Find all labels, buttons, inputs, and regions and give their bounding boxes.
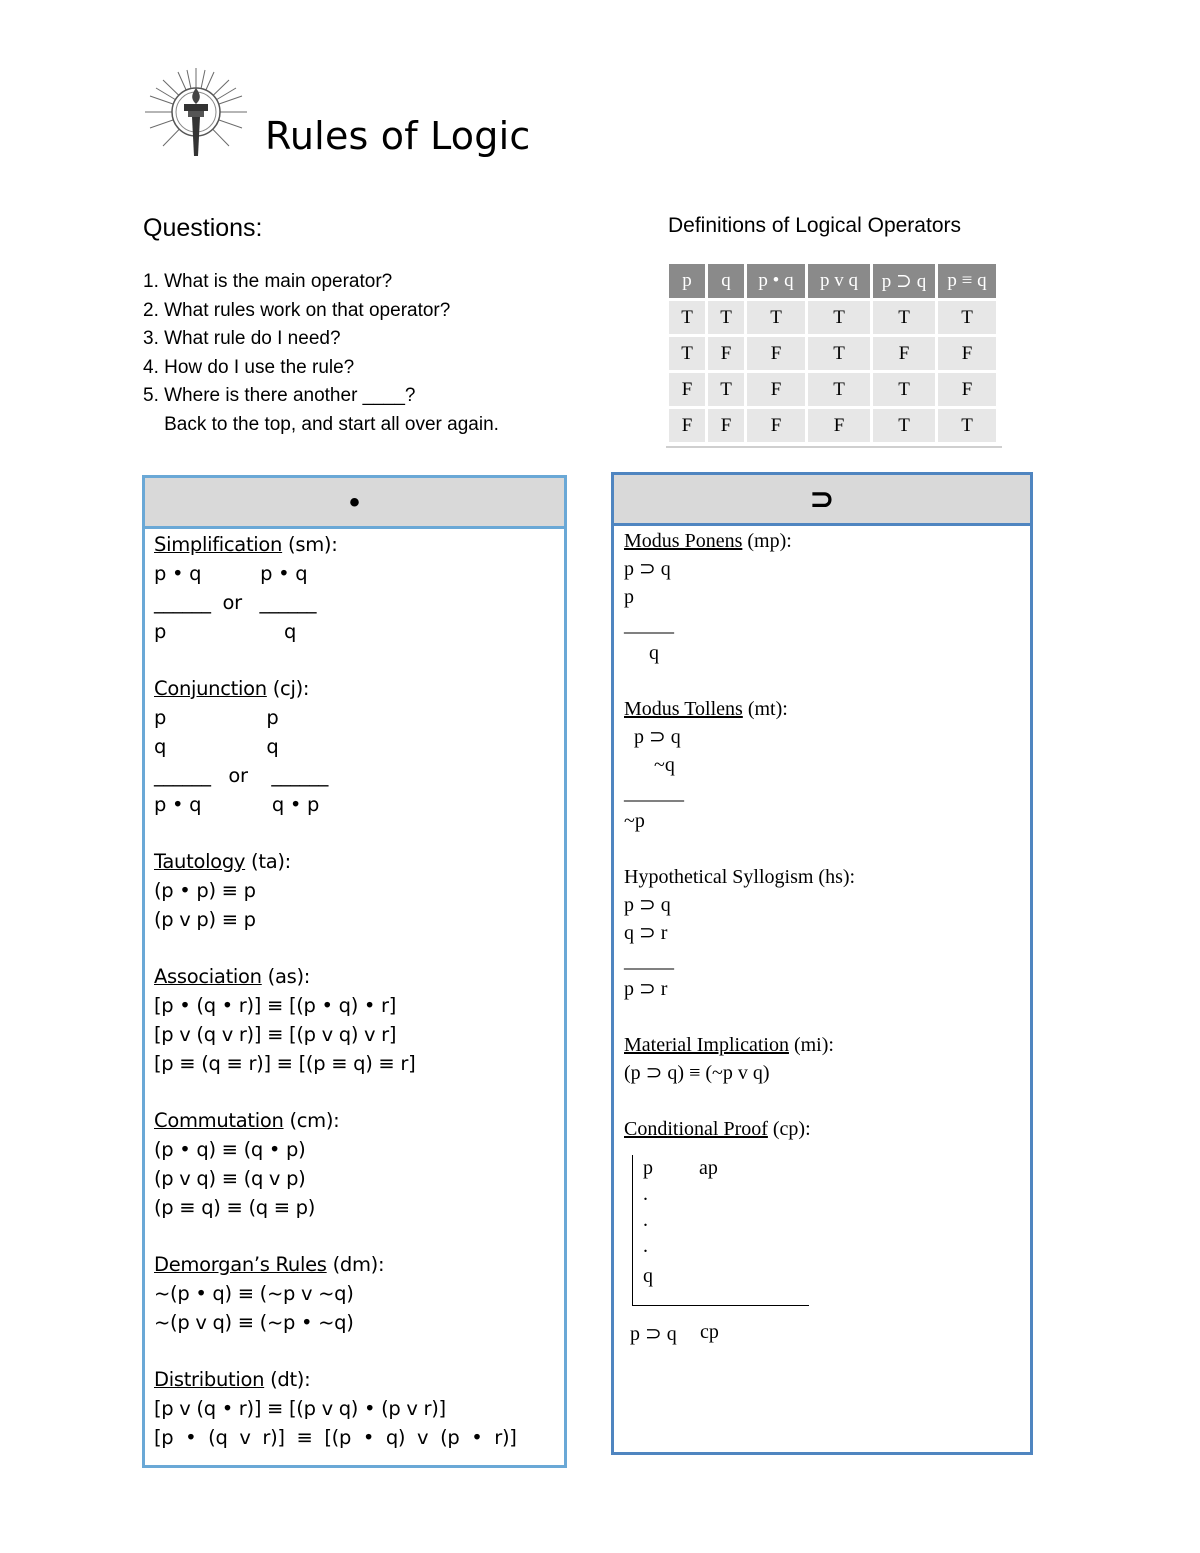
truth-table-cell: T bbox=[873, 406, 935, 442]
rule-name: Material Implication bbox=[624, 1034, 789, 1056]
rule-abbrev: (as): bbox=[261, 965, 311, 988]
truth-table-cell: F bbox=[669, 406, 705, 442]
truth-table-header: p ≡ q bbox=[938, 264, 996, 298]
rule-text: _____ bbox=[624, 950, 674, 972]
question-item: 4. How do I use the rule? bbox=[143, 356, 355, 378]
cp-dot: . bbox=[643, 1183, 648, 1205]
question-item: 2. What rules work on that operator? bbox=[143, 299, 451, 321]
page-title: Rules of Logic bbox=[265, 114, 531, 158]
rule-name: Commutation bbox=[154, 1109, 284, 1132]
rule-line bbox=[154, 703, 517, 732]
truth-table-bottom-rule bbox=[666, 446, 1002, 448]
truth-table-row bbox=[669, 406, 996, 442]
rule-name: Distribution bbox=[154, 1368, 265, 1391]
rule-line bbox=[154, 1020, 517, 1049]
rule-text: (p ≡ q) ≡ (q ≡ p) bbox=[154, 1196, 316, 1219]
rule-heading bbox=[154, 674, 517, 703]
rule-abbrev: (ta): bbox=[245, 850, 291, 873]
rule-heading bbox=[154, 1250, 517, 1279]
rule-line bbox=[154, 991, 517, 1020]
rule-text: _____ bbox=[624, 614, 674, 636]
rule-line bbox=[624, 583, 855, 611]
rule-heading bbox=[624, 1115, 855, 1143]
spacer bbox=[154, 934, 517, 962]
rule-text: ______ or ______ bbox=[154, 764, 329, 787]
truth-table-cell: F bbox=[808, 406, 870, 442]
rule-text: p p bbox=[154, 706, 279, 729]
spacer bbox=[624, 1003, 855, 1031]
rule-line bbox=[154, 1394, 517, 1423]
rule-heading bbox=[154, 962, 517, 991]
truth-table-cell: T bbox=[938, 298, 996, 334]
truth-table-cell: T bbox=[747, 298, 805, 334]
truth-table-row bbox=[669, 334, 996, 370]
rule-line bbox=[154, 1423, 517, 1452]
spacer bbox=[624, 667, 855, 695]
rule-line bbox=[624, 611, 855, 639]
truth-table-cell: F bbox=[747, 406, 805, 442]
spacer bbox=[154, 819, 517, 847]
truth-table-cell: T bbox=[669, 298, 705, 334]
rule-line bbox=[154, 559, 517, 588]
truth-table-cell: F bbox=[747, 370, 805, 406]
question-item: Back to the top, and start all over again. bbox=[143, 413, 499, 435]
rule-abbrev: (mi): bbox=[788, 1034, 834, 1056]
rule-name: Modus Ponens bbox=[624, 530, 743, 552]
truth-table-row bbox=[669, 298, 996, 334]
rule-abbrev: (cp): bbox=[767, 1118, 811, 1140]
rule-line bbox=[154, 876, 517, 905]
rule-text: p ⊃ q bbox=[624, 558, 671, 580]
rule-text: p • q q • p bbox=[154, 793, 320, 816]
truth-table-cell: T bbox=[708, 298, 744, 334]
cp-dot: . bbox=[643, 1235, 648, 1257]
rule-name: Conditional Proof bbox=[624, 1118, 768, 1140]
rule-text: ~(p v q) ≡ (~p • ~q) bbox=[154, 1311, 354, 1334]
rule-abbrev: (dm): bbox=[326, 1253, 385, 1276]
rule-line bbox=[624, 947, 855, 975]
truth-table-cell: T bbox=[938, 406, 996, 442]
rule-heading bbox=[624, 1031, 855, 1059]
rule-text: [p v (q v r)] ≡ [(p v q) v r] bbox=[154, 1023, 397, 1046]
conditional-proof-box bbox=[632, 1155, 809, 1306]
truth-table-header: p v q bbox=[808, 264, 870, 298]
rule-text: p • q p • q bbox=[154, 562, 308, 585]
rule-name: Simplification bbox=[154, 533, 283, 556]
rule-line bbox=[624, 723, 855, 751]
rule-text: [p ≡ (q ≡ r)] ≡ [(p ≡ q) ≡ r] bbox=[154, 1052, 416, 1075]
rule-text: (p v p) ≡ p bbox=[154, 908, 256, 931]
truth-table-cell: T bbox=[808, 334, 870, 370]
rule-line bbox=[154, 732, 517, 761]
rule-text: [p • (q • r)] ≡ [(p • q) • r] bbox=[154, 994, 397, 1017]
rule-text: Hypothetical Syllogism (hs): bbox=[624, 866, 856, 888]
rule-text: p bbox=[624, 586, 634, 608]
truth-table bbox=[666, 264, 999, 442]
rule-text: (p v q) ≡ (q v p) bbox=[154, 1167, 306, 1190]
rule-heading bbox=[624, 695, 855, 723]
rule-text: q q bbox=[154, 735, 279, 758]
rule-text: p ⊃ q bbox=[624, 726, 681, 748]
truth-table-cell: T bbox=[873, 370, 935, 406]
spacer bbox=[154, 1222, 517, 1250]
cp-assumption-label: ap bbox=[699, 1157, 718, 1179]
rule-heading bbox=[154, 1106, 517, 1135]
spacer bbox=[154, 1337, 517, 1365]
truth-table-cell: F bbox=[708, 406, 744, 442]
truth-table-header: p bbox=[669, 264, 705, 298]
conditional-rules-panel bbox=[611, 472, 1033, 1455]
rule-name: Conjunction bbox=[154, 677, 267, 700]
panel-header bbox=[614, 475, 1030, 526]
rule-heading bbox=[154, 1365, 517, 1394]
truth-table-cell: T bbox=[708, 370, 744, 406]
truth-table-cell: F bbox=[938, 334, 996, 370]
truth-table-cell: T bbox=[873, 298, 935, 334]
rule-name: Modus Tollens bbox=[624, 698, 743, 720]
rule-abbrev: (mp): bbox=[742, 530, 792, 552]
spacer bbox=[624, 835, 855, 863]
truth-table-cell: F bbox=[938, 370, 996, 406]
panel-header bbox=[145, 478, 564, 529]
rule-text: (p ⊃ q) ≡ (~p v q) bbox=[624, 1062, 770, 1084]
rule-line bbox=[154, 588, 517, 617]
truth-table-title: Definitions of Logical Operators bbox=[668, 214, 961, 237]
rule-text: ~(p • q) ≡ (~p v ~q) bbox=[154, 1282, 354, 1305]
horseshoe-operator-symbol: ⊃ bbox=[809, 483, 835, 516]
question-item: 1. What is the main operator? bbox=[143, 271, 393, 292]
rule-line bbox=[154, 905, 517, 934]
rule-line bbox=[624, 863, 855, 891]
rule-abbrev: (cj): bbox=[266, 677, 310, 700]
truth-table-cell: T bbox=[808, 298, 870, 334]
truth-table-header-row bbox=[669, 264, 996, 298]
rule-text: [p • (q v r)] ≡ [(p • q) v (p • r)] bbox=[154, 1426, 517, 1449]
rule-name: Demorgan’s Rules bbox=[154, 1253, 327, 1276]
rule-name: Association bbox=[154, 965, 262, 988]
rule-abbrev: (mt): bbox=[742, 698, 788, 720]
rule-text: p ⊃ q bbox=[624, 894, 671, 916]
conjunction-rules-panel bbox=[142, 475, 567, 1468]
rules-list bbox=[154, 530, 517, 1452]
rule-text: p ⊃ r bbox=[624, 978, 668, 1000]
rule-text: ~p bbox=[624, 810, 645, 832]
spacer bbox=[154, 1078, 517, 1106]
rule-line bbox=[624, 779, 855, 807]
rule-abbrev: (dt): bbox=[264, 1368, 311, 1391]
spacer bbox=[154, 646, 517, 674]
rule-line bbox=[624, 639, 855, 667]
rule-line bbox=[154, 790, 517, 819]
truth-table-cell: F bbox=[708, 334, 744, 370]
rule-line bbox=[154, 1135, 517, 1164]
rule-line bbox=[154, 617, 517, 646]
rule-text: [p v (q • r)] ≡ [(p v q) • (p v r)] bbox=[154, 1397, 446, 1420]
cp-assumption: p bbox=[643, 1157, 653, 1179]
rule-text: ______ bbox=[624, 782, 684, 804]
rule-name: Tautology bbox=[154, 850, 246, 873]
rules-list bbox=[624, 527, 855, 1143]
rule-line bbox=[624, 1059, 855, 1087]
truth-table-header: p ⊃ q bbox=[873, 264, 935, 298]
rule-abbrev: (sm): bbox=[282, 533, 338, 556]
rule-text: q bbox=[624, 642, 659, 664]
rule-text: (p • q) ≡ (q • p) bbox=[154, 1138, 306, 1161]
truth-table-cell: F bbox=[873, 334, 935, 370]
rule-text: ~q bbox=[624, 754, 675, 776]
rule-text: ______ or ______ bbox=[154, 591, 317, 614]
rule-heading bbox=[624, 527, 855, 555]
questions-list bbox=[143, 268, 499, 439]
rule-line bbox=[154, 1279, 517, 1308]
rule-line bbox=[154, 1049, 517, 1078]
cp-conclusion: p ⊃ q bbox=[630, 1323, 677, 1345]
rule-line bbox=[624, 751, 855, 779]
rule-line bbox=[154, 761, 517, 790]
truth-table-cell: T bbox=[808, 370, 870, 406]
rule-heading bbox=[154, 847, 517, 876]
rule-line bbox=[624, 555, 855, 583]
rule-abbrev: (cm): bbox=[283, 1109, 340, 1132]
questions-heading: Questions: bbox=[143, 214, 263, 242]
rule-line bbox=[624, 891, 855, 919]
torch-icon bbox=[143, 66, 249, 162]
rule-line bbox=[154, 1308, 517, 1337]
rule-text: q ⊃ r bbox=[624, 922, 668, 944]
rule-line bbox=[154, 1164, 517, 1193]
rule-line bbox=[154, 1193, 517, 1222]
torch-sunburst-logo bbox=[143, 66, 249, 162]
question-item: 5. Where is there another ____? bbox=[143, 385, 416, 406]
truth-table-cell: F bbox=[669, 370, 705, 406]
dot-operator-symbol: • bbox=[349, 486, 360, 519]
truth-table-header: p • q bbox=[747, 264, 805, 298]
rule-heading bbox=[154, 530, 517, 559]
rule-line bbox=[624, 975, 855, 1003]
truth-table-row bbox=[669, 370, 996, 406]
cp-conclusion-label: cp bbox=[700, 1321, 719, 1343]
cp-end: q bbox=[643, 1265, 653, 1287]
rule-text: p q bbox=[154, 620, 297, 643]
truth-table-cell: T bbox=[669, 334, 705, 370]
rule-line bbox=[624, 919, 855, 947]
truth-table-cell: F bbox=[747, 334, 805, 370]
truth-table-header: q bbox=[708, 264, 744, 298]
rule-text: (p • p) ≡ p bbox=[154, 879, 256, 902]
question-item: 3. What rule do I need? bbox=[143, 328, 341, 349]
cp-dot: . bbox=[643, 1209, 648, 1231]
rule-line bbox=[624, 807, 855, 835]
spacer bbox=[624, 1087, 855, 1115]
